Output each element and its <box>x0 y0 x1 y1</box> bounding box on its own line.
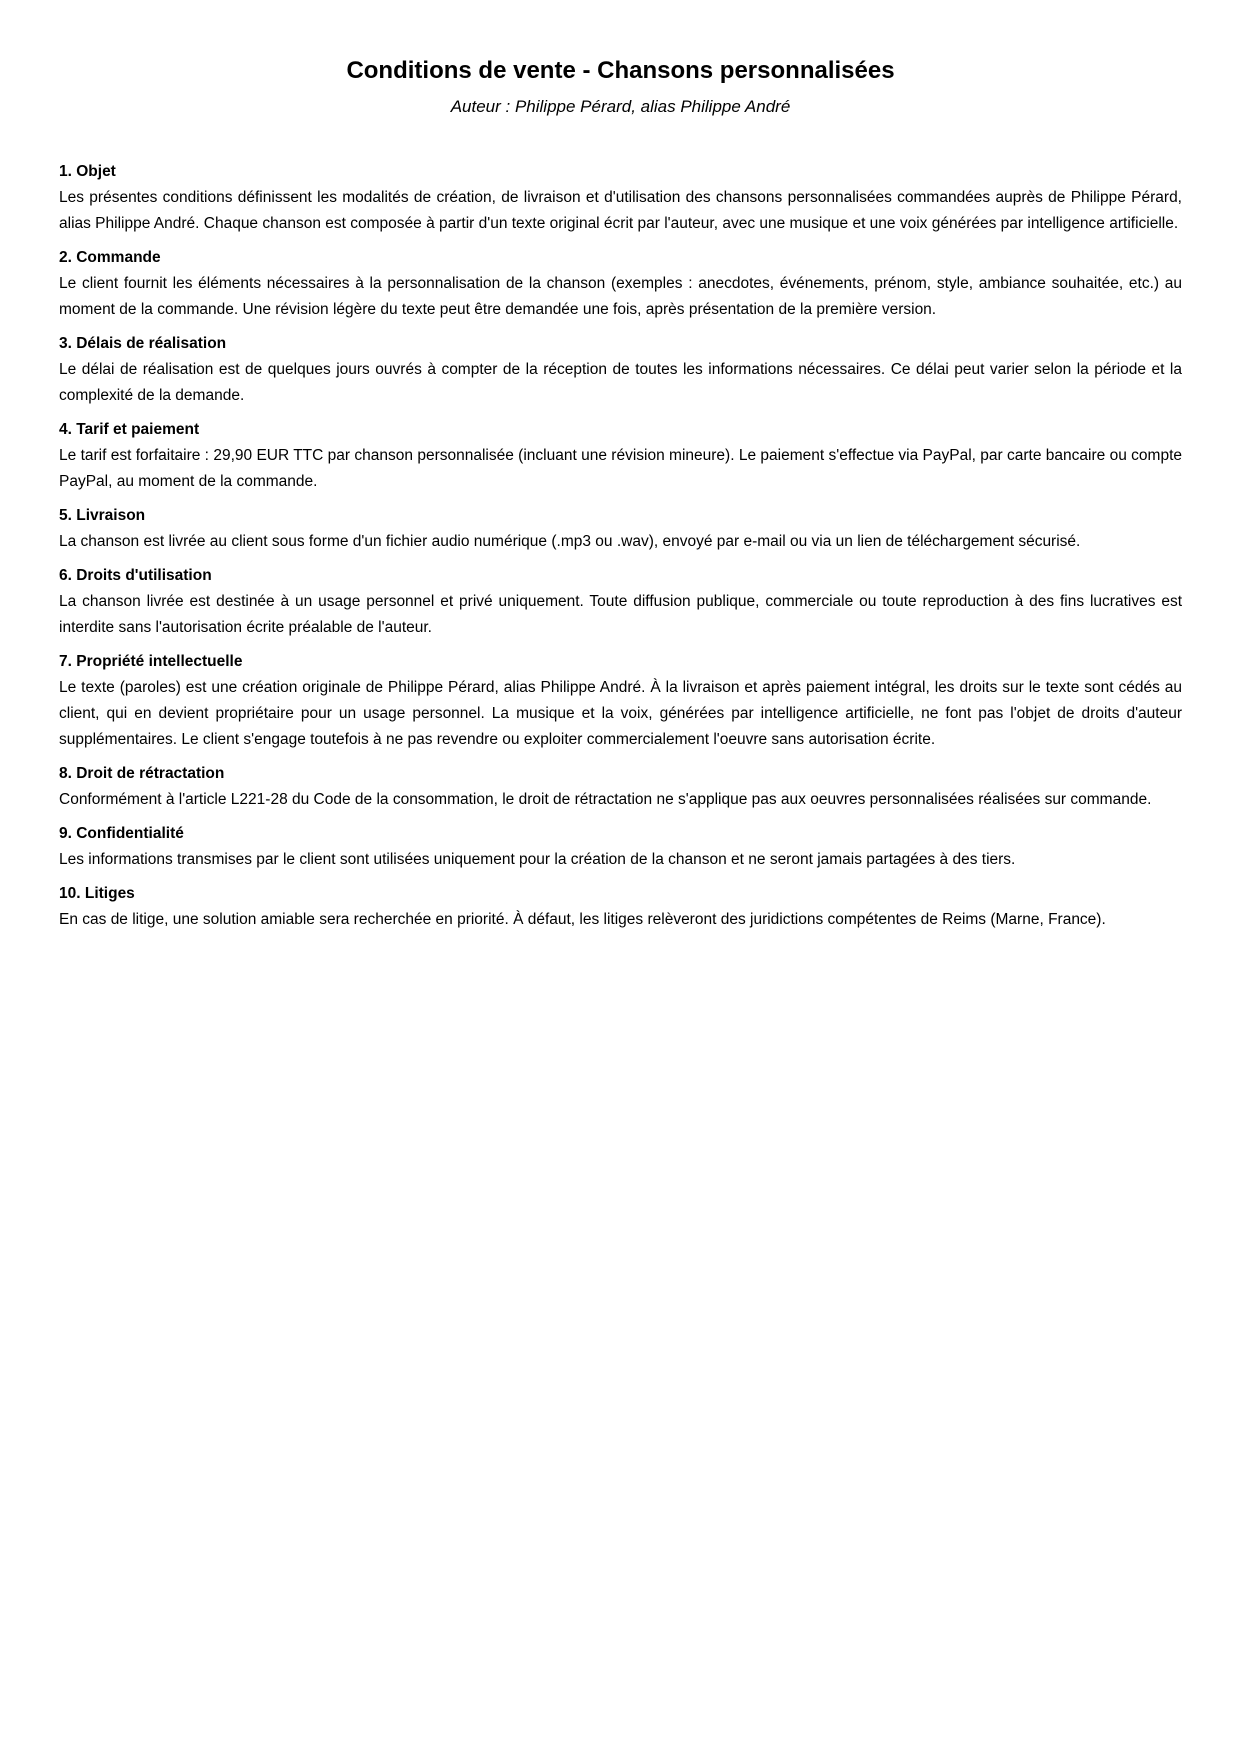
section-propriete-intellectuelle <box>59 649 1182 753</box>
section-litiges <box>59 881 1182 933</box>
section-heading: 6. Droits d'utilisation <box>59 567 212 584</box>
section-heading: 9. Confidentialité <box>59 825 184 842</box>
section-droits-d-utilisation <box>59 563 1182 641</box>
section-body: Les présentes conditions définissent les modalités de création, de livraison et d'utilisation des chansons personnalisées commandées auprès de Philippe Pérard, alias Philippe André. Chaque chanson est composée à partir d'un texte original écrit par l'auteur, avec une musique et une voix générées par intelligence artificielle. <box>59 189 1182 232</box>
section-body: Le délai de réalisation est de quelques jours ouvrés à compter de la réception de toutes les informations nécessaires. Ce délai peut varier selon la période et la complexité de la demande. <box>59 361 1182 404</box>
section-heading: 5. Livraison <box>59 507 146 524</box>
section-heading: 4. Tarif et paiement <box>59 421 200 438</box>
section-body: Conformément à l'article L221-28 du Code de la consommation, le droit de rétractation ne s'applique pas aux oeuvres personnalisées réalisées sur commande. <box>59 791 1152 808</box>
section-body: Les informations transmises par le client sont utilisées uniquement pour la création de la chanson et ne seront jamais partagées à des tiers. <box>59 851 1016 868</box>
section-objet <box>59 159 1182 237</box>
section-confidentialite <box>59 821 1182 873</box>
section-heading: 8. Droit de rétractation <box>59 765 225 782</box>
section-commande <box>59 245 1182 323</box>
section-droit-de-retractation <box>59 761 1182 813</box>
section-heading: 7. Propriété intellectuelle <box>59 653 243 670</box>
section-heading: 3. Délais de réalisation <box>59 335 227 352</box>
section-body: Le texte (paroles) est une création originale de Philippe Pérard, alias Philippe André. À la livraison et après paiement intégral, les droits sur le texte sont cédés au client, qui en devient propriétaire pour un usage personnel. La musique et la voix, générées par intelligence artificielle, ne font pas l'objet de droits d'auteur supplémentaires. Le client s'engage toutefois à ne pas revendre ou exploiter commercialement l'oeuvre sans autorisation écrite. <box>59 679 1182 748</box>
document-subtitle: Auteur : Philippe Pérard, alias Philippe André <box>450 97 791 116</box>
page-title: Conditions de vente - Chansons personnalisées <box>346 57 895 84</box>
section-body: Le tarif est forfaitaire : 29,90 EUR TTC par chanson personnalisée (incluant une révision mineure). Le paiement s'effectue via PayPal, par carte bancaire ou compte PayPal, au moment de la commande. <box>59 447 1182 490</box>
section-livraison <box>59 503 1182 555</box>
section-delais-de-realisation <box>59 331 1182 409</box>
section-heading: 2. Commande <box>59 249 161 266</box>
section-tarif-et-paiement <box>59 417 1182 495</box>
section-heading: 10. Litiges <box>59 885 135 902</box>
document-body <box>59 159 1182 933</box>
section-body: La chanson est livrée au client sous forme d'un fichier audio numérique (.mp3 ou .wav), envoyé par e-mail ou via un lien de téléchargement sécurisé. <box>59 533 1081 550</box>
section-body: La chanson livrée est destinée à un usage personnel et privé uniquement. Toute diffusion publique, commerciale ou toute reproduction à des fins lucratives est interdite sans l'autorisation écrite préalable de l'auteur. <box>59 593 1182 636</box>
section-body: En cas de litige, une solution amiable sera recherchée en priorité. À défaut, les litiges relèveront des juridictions compétentes de Reims (Marne, France). <box>59 911 1106 928</box>
section-body: Le client fournit les éléments nécessaires à la personnalisation de la chanson (exemples : anecdotes, événements, prénom, style, ambiance souhaitée, etc.) au moment de la commande. Une révision légère du texte peut être demandée une fois, après présentation de la première version. <box>59 275 1182 318</box>
section-heading: 1. Objet <box>59 163 116 180</box>
